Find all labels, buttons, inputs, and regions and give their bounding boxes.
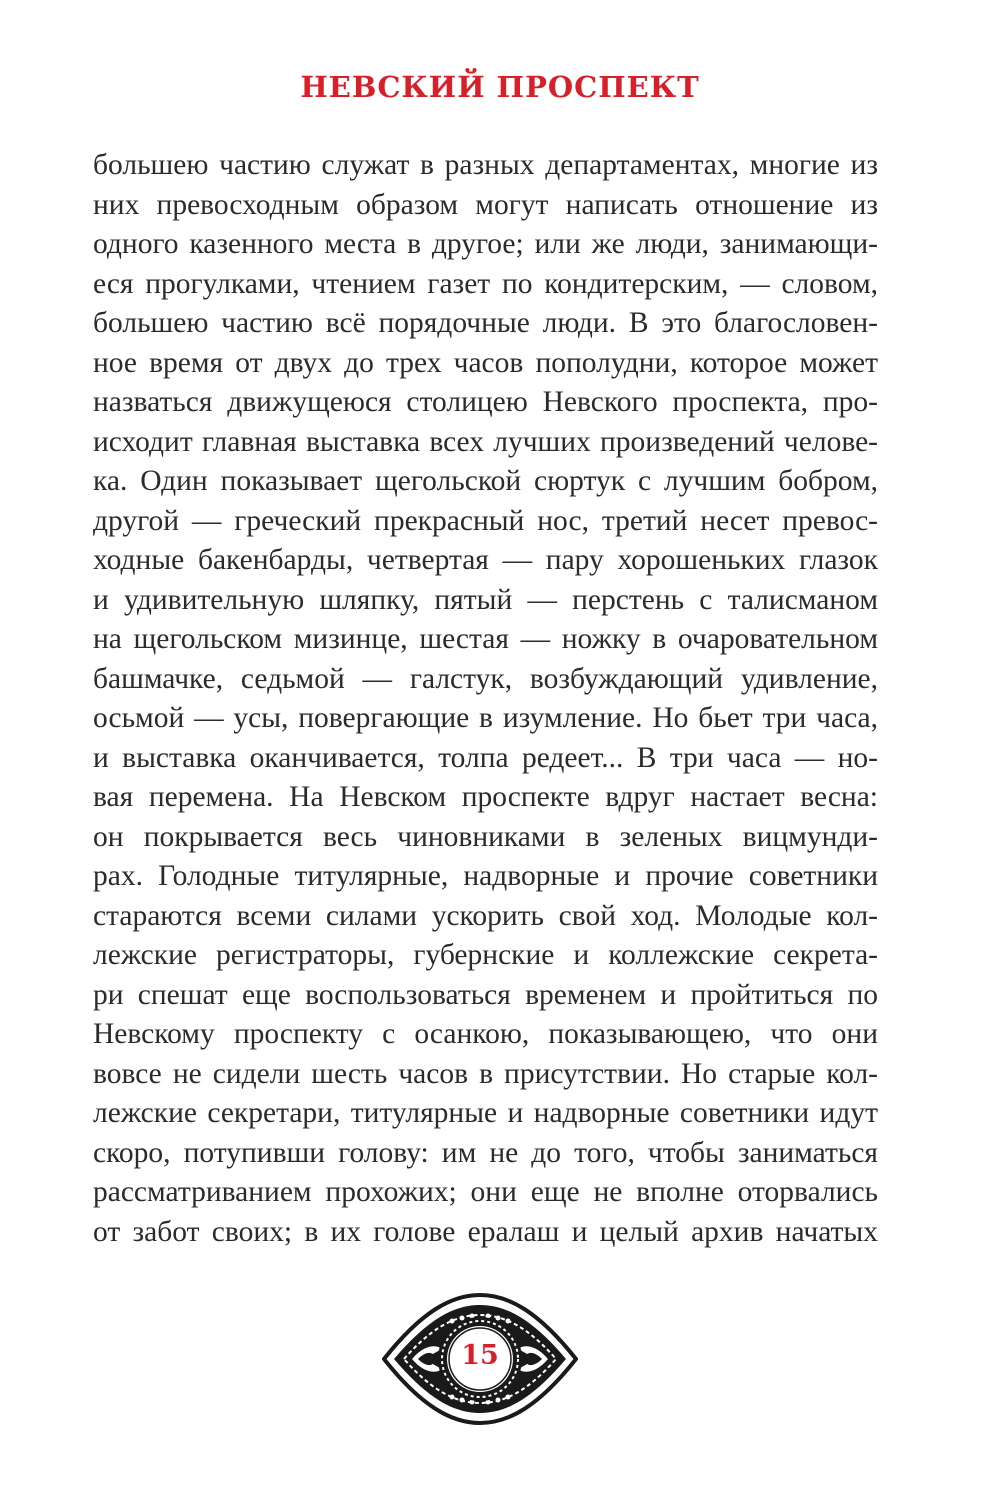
text-line: осьмой — усы, повергающие в изумление. Но бьет три часа, <box>93 702 878 734</box>
text-line: на щегольском мизинце, шестая — ножку в очаровательном <box>93 623 878 655</box>
running-title: НЕВСКИЙ ПРОСПЕКТ <box>300 70 700 104</box>
text-line: ходные бакенбарды, четвертая — пару хорошеньких глазок <box>93 544 878 576</box>
text-line: лежские регистраторы, губернские и коллежские секрета- <box>93 939 878 971</box>
text-line: он покрывается весь чиновниками в зеленых вицмунди- <box>93 820 878 853</box>
text-line: вая перемена. На Невском проспекте вдруг настает весна: <box>93 781 878 813</box>
page-number: 15 <box>461 1340 499 1371</box>
text-line: ри спешат еще воспользоваться временем и пройтиться по <box>93 978 878 1011</box>
text-line: одного казенного места в другое; или же люди, занимающи- <box>93 228 878 260</box>
text-line: Невскому проспекту с осанкою, показывающею, что они <box>93 1018 878 1050</box>
text-line: них превосходным образом могут написать отношение из <box>93 188 878 221</box>
text-line: рассматриванием прохожих; они еще не вполне оторвались <box>93 1176 878 1208</box>
text-line: исходит главная выставка всех лучших произведений челове- <box>93 425 878 458</box>
text-line: назваться движущеюся столицею Невского проспекта, про- <box>93 386 878 418</box>
text-line: другой — греческий прекрасный нос, третий несет превос- <box>93 504 878 537</box>
text-line: ка. Один показывает щегольской сюртук с лучшим бобром, <box>93 465 878 497</box>
text-line: вовсе не сидели шесть часов в присутствии. Но старые кол- <box>93 1057 878 1090</box>
text-line: и выставка оканчивается, толпа редеет... В три часа — но- <box>93 741 878 774</box>
text-line: лежские секретари, титулярные и надворные советники идут <box>93 1097 878 1129</box>
text-line: башмачке, седьмой — галстук, возбуждающий удивление, <box>93 662 878 695</box>
text-line: ное время от двух до трех часов пополудни, которое может <box>93 346 878 379</box>
text-line: рах. Голодные титулярные, надворные и прочие советники <box>93 860 878 892</box>
text-line: и удивительную шляпку, пятый — перстень с талисманом <box>93 583 878 616</box>
text-line: еся прогулками, чтением газет по кондитерским, — словом, <box>93 267 878 300</box>
text-line: большею частию всё порядочные люди. В это благословен- <box>93 307 878 339</box>
body-text <box>93 146 878 1252</box>
text-line: большею частию служат в разных департаментах, многие из <box>93 149 878 181</box>
text-line: стараются всеми силами ускорить свой ход. Молодые кол- <box>93 899 878 932</box>
text-line: скоро, потупивши голову: им не до того, чтобы заниматься <box>93 1136 878 1169</box>
text-line: от забот своих; в их голове ералаш и целый архив начатых <box>93 1215 878 1248</box>
